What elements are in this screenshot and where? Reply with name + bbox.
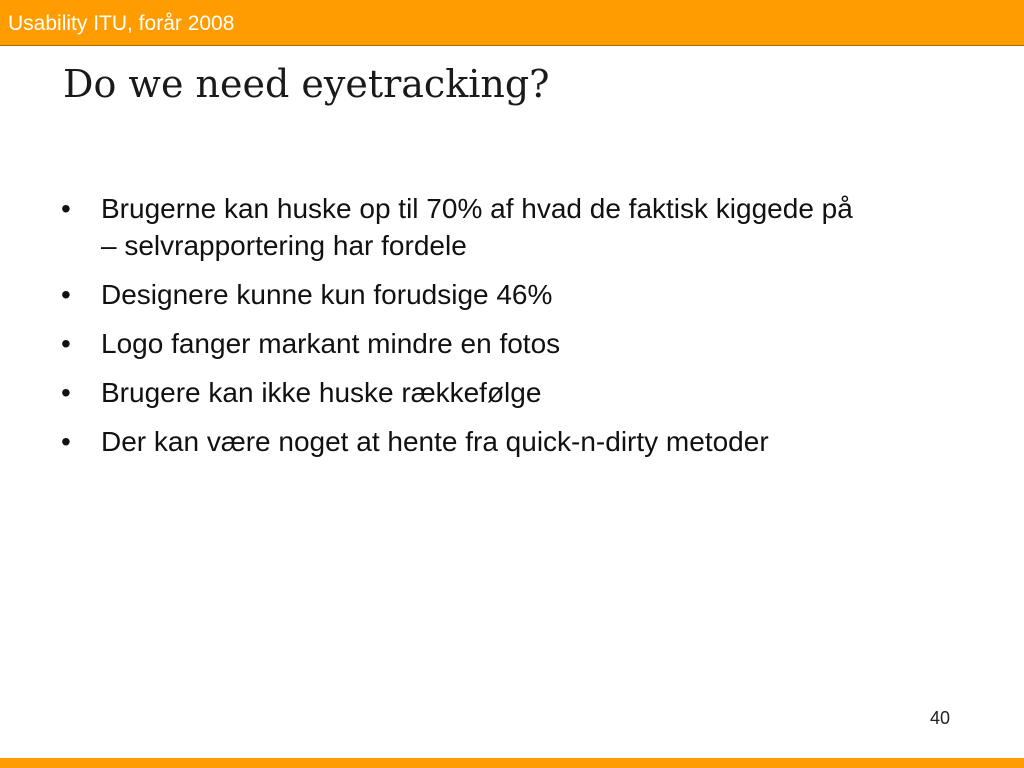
- page-number: 40: [930, 708, 951, 728]
- bullet-item: [60, 325, 960, 362]
- bullet-text: Brugere kan ikke huske rækkefølge: [101, 377, 542, 408]
- bullet-marker: •: [61, 328, 71, 359]
- bullet-list: [60, 190, 960, 472]
- bullet-marker: •: [61, 377, 71, 408]
- bullet-item: [60, 276, 960, 313]
- bullet-item: [60, 423, 960, 460]
- bullet-text: Der kan være noget at hente fra quick-n-dirty metoder: [101, 426, 769, 457]
- course-header-text: Usability ITU, forår 2008: [8, 12, 235, 35]
- bullet-marker: •: [61, 193, 71, 224]
- bullet-marker: •: [61, 279, 71, 310]
- footer-bar: [0, 758, 1024, 768]
- header-bar: [0, 0, 1024, 46]
- bullet-marker: •: [61, 426, 71, 457]
- bullet-text: Logo fanger markant mindre en fotos: [101, 328, 561, 359]
- bullet-item: [60, 190, 960, 264]
- bullet-text: Brugerne kan huske op til 70% af hvad de faktisk kiggede på – selvrapportering har fordele: [101, 193, 853, 261]
- slide-title: Do we need eyetracking?: [63, 62, 550, 106]
- bullet-item: [60, 374, 960, 411]
- bullet-text: Designere kunne kun forudsige 46%: [101, 279, 553, 310]
